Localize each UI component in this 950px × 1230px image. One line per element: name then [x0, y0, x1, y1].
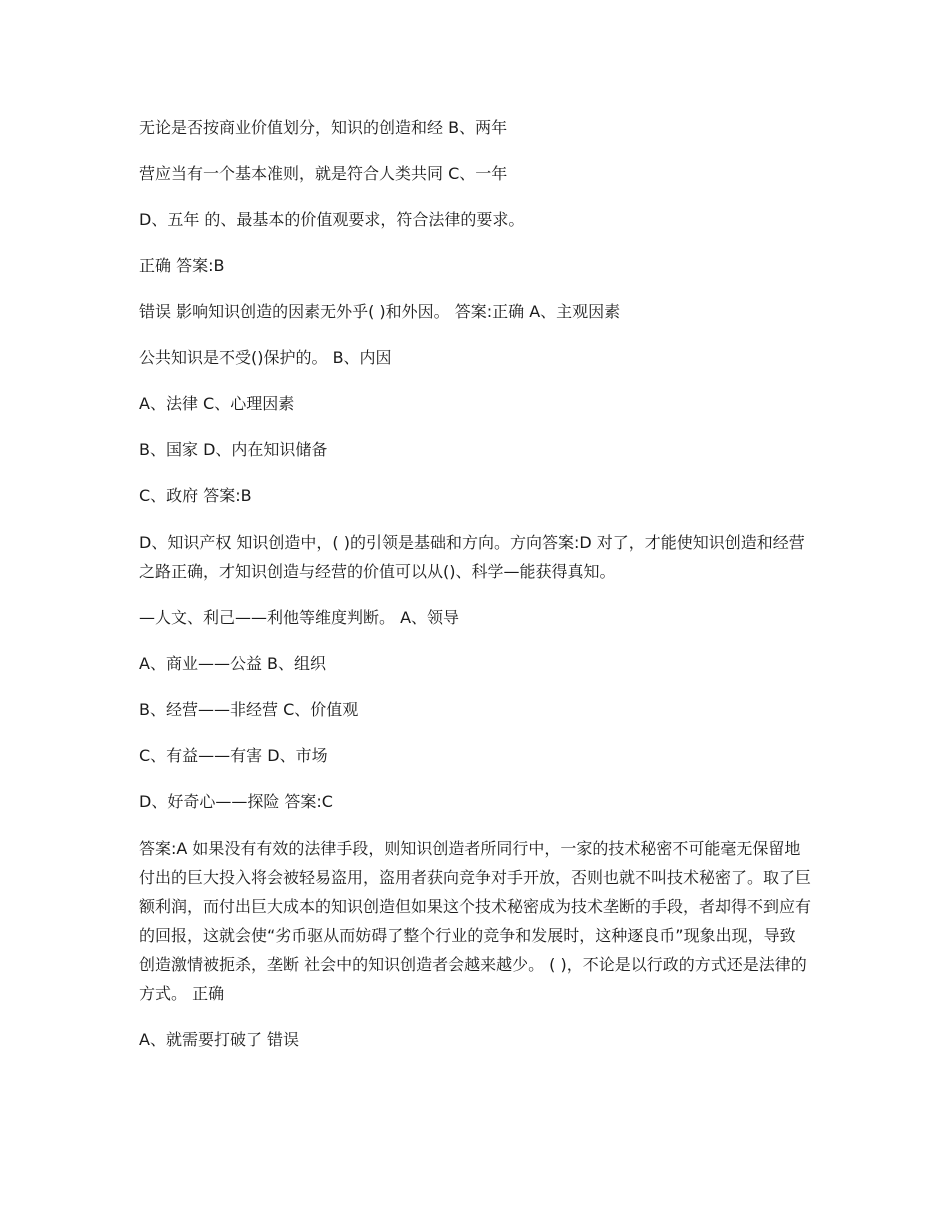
paragraph-7: A、法律 C、心理因素: [139, 394, 295, 413]
paragraph-8: B、国家 D、内在知识储备: [139, 440, 328, 459]
paragraph-16: 答案:A 如果没有有效的法律手段，则知识创造者所同行中，一家的技术秘密不可能毫无保留地付出的巨大投入将会被轻易盗用，盗用者获向竞争对手开放，否则也就不叫技术秘密了。取了巨额利润，而付出巨大成本的知识创造但如果这个技术秘密成为技术垄断的手段，者却得不到应有的回报，这就会使“劣币驱从而妨碍了整个行业的竞争和发展时，这种逐良币”现象出现，导致创造激情被扼杀，垄断 社会中的知识创造者会越来越少。 ( )，不论是以行政的方式还是法律的方式。 正确: [139, 839, 812, 1003]
paragraph-12: A、商业——公益 B、组织: [139, 654, 327, 673]
paragraph-3: D、五年 的、最基本的价值观要求，符合法律的要求。: [139, 210, 525, 229]
paragraph-9: C、政府 答案:B: [139, 486, 252, 505]
paragraph-17: A、就需要打破了 错误: [139, 1030, 300, 1049]
paragraph-6: 公共知识是不受()保护的。 B、内因: [139, 348, 392, 367]
paragraph-1: 无论是否按商业价值划分，知识的创造和经 B、两年: [139, 118, 508, 137]
paragraph-14: C、有益——有害 D、市场: [139, 746, 328, 765]
paragraph-13: B、经营——非经营 C、价值观: [139, 700, 359, 719]
paragraph-5: 错误 影响知识创造的因素无外乎( )和外因。 答案:正确 A、主观因素: [139, 302, 621, 321]
paragraph-10: D、知识产权 知识创造中，( )的引领是基础和方向。方向答案:D 对了，才能使知识创造和经营之路正确，才知识创造与经营的价值可以从()、科学—能获得真知。: [139, 533, 805, 581]
paragraph-2: 营应当有一个基本准则，就是符合人类共同 C、一年: [139, 164, 508, 183]
document-body: [139, 114, 811, 1072]
paragraph-11: —人文、利己——利他等维度判断。 A、领导: [139, 608, 460, 627]
paragraph-4: 正确 答案:B: [139, 256, 225, 275]
paragraph-15: D、好奇心——探险 答案:C: [139, 792, 333, 811]
